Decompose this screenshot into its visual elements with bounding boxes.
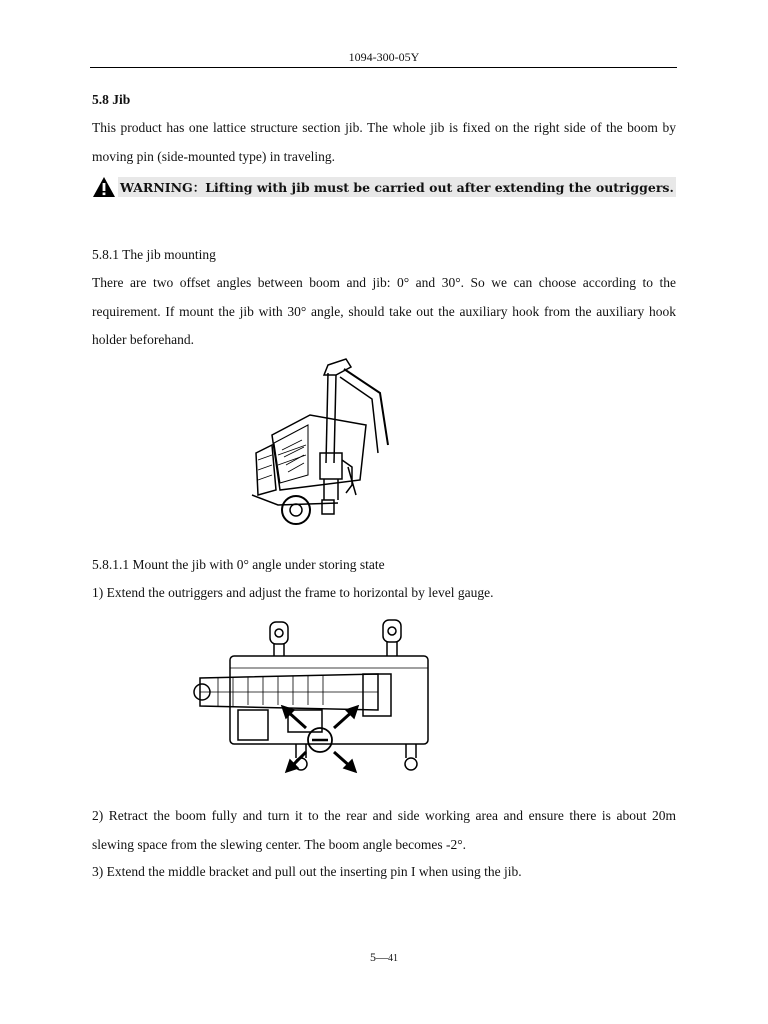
warning-label: WARNING： <box>120 180 206 195</box>
page-number <box>0 950 768 965</box>
jib-mounting-illustration <box>248 355 398 530</box>
section-intro: This product has one lattice structure section jib. The whole jib is fixed on the right side of the boom by moving pin (side-mounted type) in traveling. <box>92 120 676 164</box>
section-title: 5.8 Jib <box>92 92 131 107</box>
document-number: 1094-300-05Y <box>348 50 420 64</box>
subsection-text-5-8-1: There are two offset angles between boom and jib: 0° and 30°. So we can choose according to the requirement. If mount the jib with 30° angle, should take out the auxiliary hook from the auxiliary hook holder beforehand. <box>92 275 676 347</box>
page-chapter: 5 <box>370 950 376 964</box>
header-rule <box>90 67 677 68</box>
warning-message <box>118 177 676 197</box>
subsection-title-5-8-1: 5.8.1 The jib mounting <box>92 247 216 262</box>
outrigger-top-view-illustration <box>178 612 433 780</box>
subsection-title-5-8-1-1: 5.8.1.1 Mount the jib with 0° angle under storing state <box>92 557 385 572</box>
step-1: 1) Extend the outriggers and adjust the frame to horizontal by level gauge. <box>92 585 494 600</box>
page-separator: — <box>376 950 388 964</box>
warning-body: Lifting with jib must be carried out after extending the outriggers. <box>205 180 674 195</box>
page-index: 41 <box>388 953 398 964</box>
step-3: 3) Extend the middle bracket and pull out the inserting pin I when using the jib. <box>92 864 522 879</box>
warning-triangle-icon <box>92 176 116 198</box>
step-2: 2) Retract the boom fully and turn it to the rear and side working area and ensure there is about 20m slewing space from the slewing center. The boom angle becomes -2°. <box>92 808 676 852</box>
warning-line <box>92 174 676 200</box>
